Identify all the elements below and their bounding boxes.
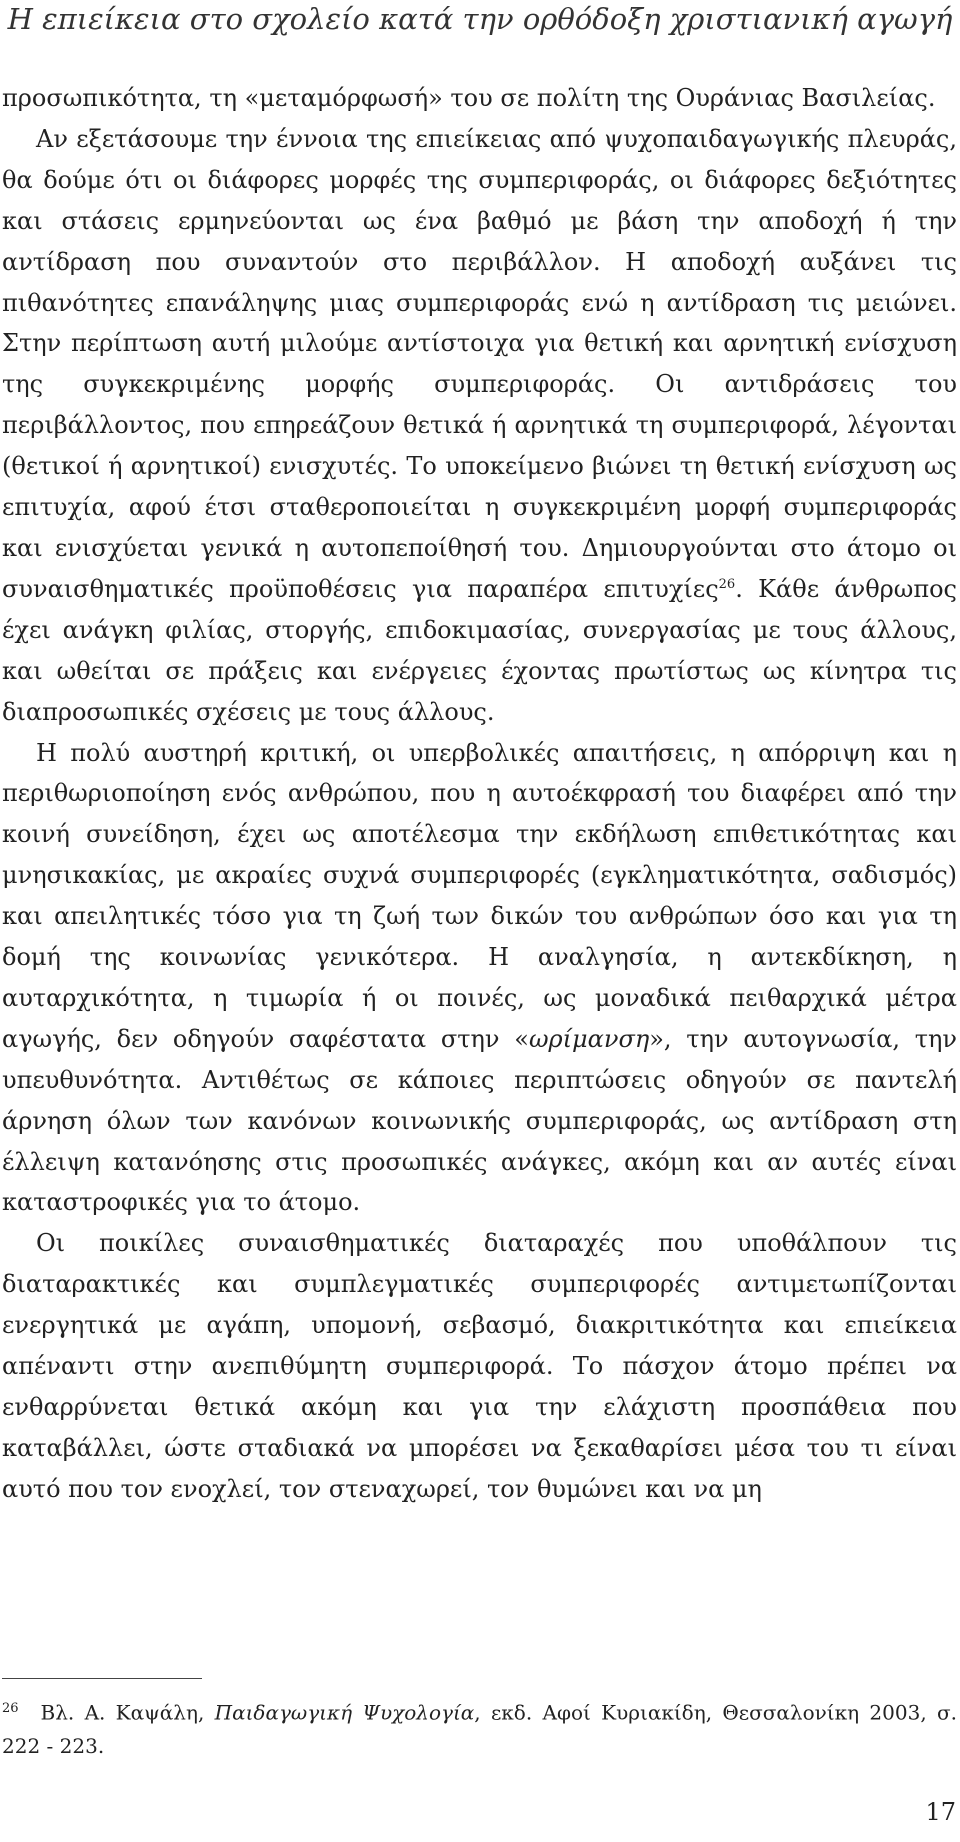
footnote-reference: 26 xyxy=(718,576,736,592)
paragraph-text: Οι ποικίλες συναισθηματικές διαταραχές που υποθάλπουν τις διαταρακτικές και συμπλεγματικές συμπεριφορές αντιμετωπίζονται ενεργητικά με αγάπη, υπομονή, σεβασμό, διακριτικότητα και επιείκεια απέναντι στην ανεπιθύμητη συμπεριφορά. Το πάσχον άτομο πρέπει να ενθαρρύνεται θετικά ακόμη και για την ελάχιστη προσπάθεια που καταβάλλει, ώστε σταδιακά να μπορέσει να ξεκαθαρίσει μέσα του τι είναι αυτό που τον ενοχλεί, τον στεναχωρεί, τον θυμώνει και να μη xyxy=(2,1229,957,1503)
body-text xyxy=(2,78,957,1510)
paragraph-continuation xyxy=(2,78,957,119)
page-number: 17 xyxy=(925,1798,956,1826)
paragraph-text: », την αυτογνωσία, την υπευθυνότητα. Αντιθέτως σε κάποιες περιπτώσεις οδηγούν σε παντελή άρνηση όλων των κανόνων κοινωνικής συμπεριφοράς, ως αντίδραση στη έλλειψη κατανόησης στις προσωπικές ανάγκες, ακόμη και αν αυτές είναι καταστροφικές για το άτομο. xyxy=(2,1024,957,1217)
paragraph-text: Η πολύ αυστηρή κριτική, οι υπερβολικές απαιτήσεις, η απόρριψη και η περιθωριοποίηση ενός ανθρώπου, που η αυτοέκφρασή του διαφέρει από την κοινή συνείδηση, έχει ως αποτέλεσμα την εκδήλωση επιθετικότητας και μνησικακίας, με ακραίες συχνά συμπεριφορές (εγκληματικότητα, σαδισμός) και απειλητικές τόσο για τη ζωή των δικών του ανθρώπων όσο και για τη δομή της κοινωνίας γενικότερα. Η αναλγησία, η αντεκδίκηση, η αυταρχικότητα, η τιμωρία ή οι ποινές, ως μοναδικά πειθαρχικά μέτρα αγωγής, δεν οδηγούν σαφέστατα στην « xyxy=(2,738,957,1053)
paragraph-strict-criticism xyxy=(2,733,957,1224)
paragraph-text: Αν εξετάσουμε την έννοια της επιείκειας από ψυχοπαιδαγωγικής πλευράς, θα δούμε ότι οι διάφορες μορφές της συμπεριφοράς, οι διάφορες δεξιότητες και στάσεις ερμηνεύονται ως ένα βαθμό με βάση την αποδοχή ή την αντίδραση που συναντούν στο περιβάλλον. Η αποδοχή αυξάνει τις πιθανότητες επανάληψης μιας συμπεριφοράς ενώ η αντίδραση τις μειώνει. Στην περίπτωση αυτή μιλούμε αντίστοιχα για θετική και αρνητική ενίσχυση της συγκεκριμένης μορφής συμπεριφοράς. Οι αντιδράσεις του περιβάλλοντος, που επηρεάζουν θετικά ή αρνητικά τη συμπεριφορά, λέγονται (θετικοί ή αρνητικοί) ενισχυτές. Το υποκείμενο βιώνει τη θετική ενίσχυση ως επιτυχία, αφού έτσι σταθεροποιείται η συγκεκριμένη μορφή συμπεριφοράς και ενισχύεται γενικά η αυτοπεποίθησή του. Δημιουργούνται στο άτομο οι συναισθηματικές προϋποθέσεις για παραπέρα επιτυχίες xyxy=(2,124,957,603)
paragraph-emotional-disorders xyxy=(2,1223,957,1509)
footnote-book-title: Παιδαγωγική Ψυχολογία xyxy=(214,1700,475,1725)
footnote-number: 26 xyxy=(2,1701,19,1716)
paragraph-text: προσωπικότητα, τη «μεταμόρφωσή» του σε πολίτη της Ουράνιας Βασιλείας. xyxy=(2,84,936,112)
footnote-divider xyxy=(2,1678,202,1679)
running-header: Η επιείκεια στο σχολείο κατά την ορθόδοξη χριστιανική αγωγή xyxy=(7,2,953,36)
footnote-text: , εκδ. Αφοί Κυριακίδη, Θεσσαλονίκη 2003, σ. 222 - 223. xyxy=(2,1700,957,1758)
footnote xyxy=(2,1692,957,1763)
footnote-text: Βλ. Α. Καψάλη, xyxy=(40,1700,215,1725)
paragraph-leniency-psychology xyxy=(2,119,957,733)
paragraph-text: . Κάθε άνθρωπος έχει ανάγκη φιλίας, στοργής, επιδοκιμασίας, συνεργασίας με τους άλλους, και ωθείται σε πράξεις και ενέργειες έχοντας πρωτίστως ως κίνητρα τις διαπροσωπικές σχέσεις με τους άλλους. xyxy=(2,574,957,726)
emphasized-term: ωρίμανση xyxy=(528,1024,650,1053)
